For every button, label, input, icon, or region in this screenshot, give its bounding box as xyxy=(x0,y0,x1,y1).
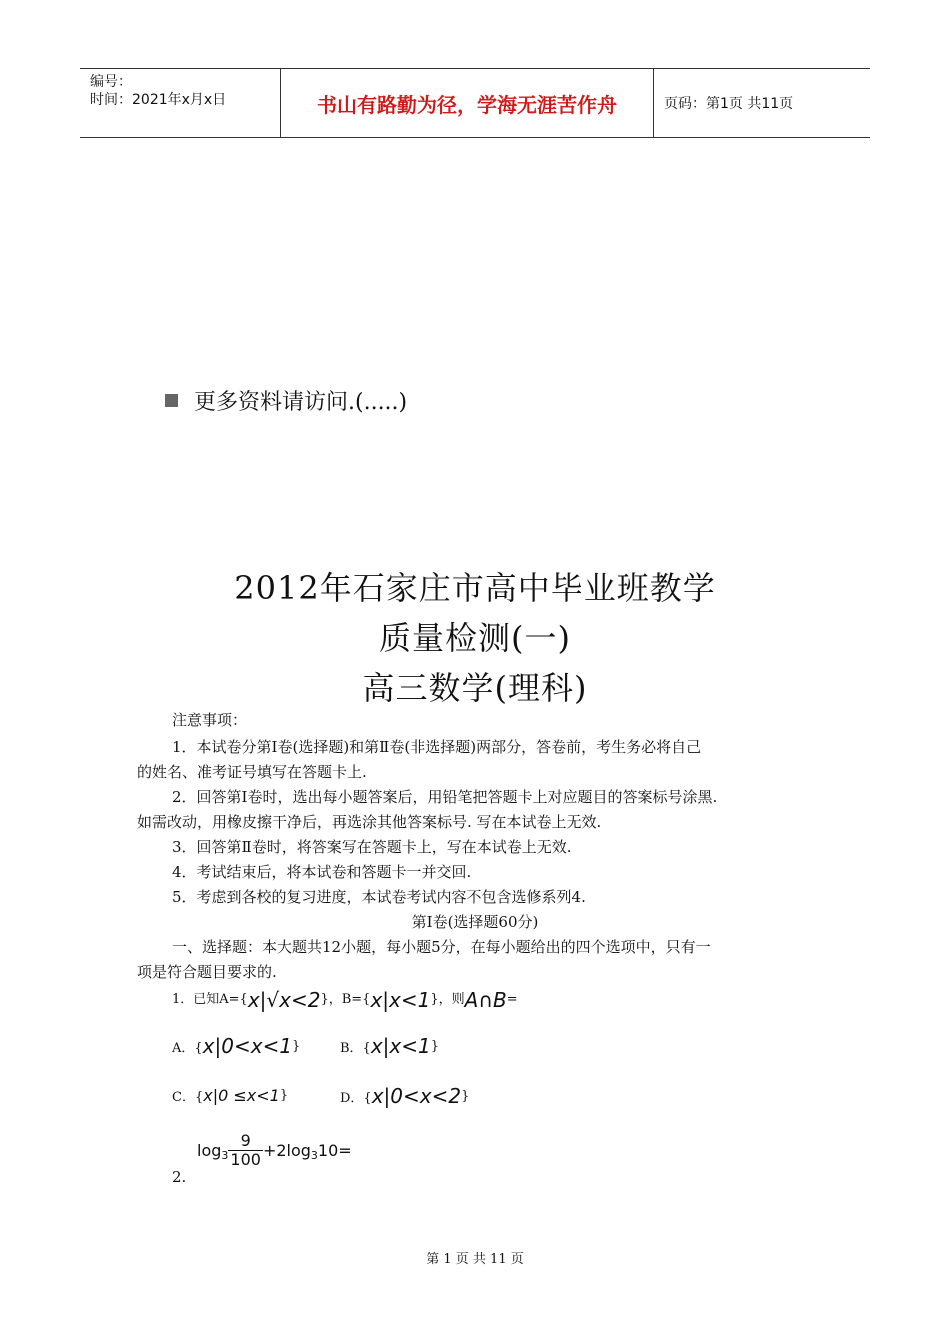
header-table xyxy=(80,68,870,138)
title-line-1: 2012年石家庄市高中毕业班教学 xyxy=(234,569,716,607)
title-line-3: 高三数学(理科) xyxy=(362,669,588,707)
q2-denominator: 100 xyxy=(230,1150,261,1169)
note-2a: 2．回答第Ⅰ卷时，选出每小题答案后，用铅笔把答题卡上对应题目的答案标号涂黑. xyxy=(172,788,718,806)
q1-set-b: x|x<1 xyxy=(370,988,431,1012)
option-c-close: } xyxy=(279,1088,289,1103)
header-meta-cell xyxy=(80,69,281,137)
header-motto: 书山有路勤为径，学海无涯苦作舟 xyxy=(281,69,654,137)
option-d-label: D．{ xyxy=(340,1090,372,1106)
option-c-label: C．{ xyxy=(172,1090,204,1105)
note-4: 4．考试结束后，将本试卷和答题卡一并交回. xyxy=(172,863,472,881)
section-intro-a: 一、选择题：本大题共12小题，每小题5分，在每小题给出的四个选项中，只有一 xyxy=(172,938,711,956)
question-2-expression xyxy=(197,1132,352,1169)
q2-plus-log: +2log xyxy=(262,1141,311,1160)
header-page-info: 页码：第1页 共11页 xyxy=(664,96,794,112)
option-b-value: x|x<1 xyxy=(370,1034,431,1058)
q1-suffix: }，则 xyxy=(430,992,465,1007)
option-c-value: x|0 ≤x<1 xyxy=(203,1086,280,1105)
q2-log-1: log xyxy=(197,1141,222,1160)
option-a-close: } xyxy=(292,1038,301,1054)
q1-mid: }，B={ xyxy=(320,992,371,1007)
option-d-value: x|0<x<2 xyxy=(371,1084,462,1108)
q1-set-a: x|√x<2 xyxy=(247,988,321,1012)
note-3: 3．回答第Ⅱ卷时，将答案写在答题卡上，写在本试卷上无效. xyxy=(172,838,572,856)
square-bullet-icon xyxy=(165,394,178,407)
notes-heading: 注意事项： xyxy=(172,711,248,729)
q1-expr: A∩B xyxy=(464,988,507,1012)
title-line-2: 质量检测(一) xyxy=(379,619,571,657)
option-b-close: } xyxy=(430,1038,440,1054)
section-intro-b: 项是符合题目要求的. xyxy=(137,963,277,981)
option-a-value: x|0<x<1 xyxy=(202,1034,293,1058)
q2-base-2: 3 xyxy=(310,1149,318,1162)
option-d xyxy=(340,1084,469,1108)
question-1 xyxy=(172,988,518,1012)
number-label: 编号： xyxy=(90,74,132,90)
q2-fraction xyxy=(228,1132,263,1169)
q2-tail: 10= xyxy=(317,1141,352,1160)
option-b xyxy=(340,1034,439,1058)
option-a-label: A．{ xyxy=(172,1040,203,1056)
q1-eq: = xyxy=(506,992,518,1007)
promo-text: 更多资料请访问.(.....) xyxy=(194,390,408,415)
option-c xyxy=(172,1086,288,1105)
option-b-label: B．{ xyxy=(340,1040,371,1056)
note-1a: 1．本试卷分第Ⅰ卷(选择题)和第Ⅱ卷(非选择题)两部分，答卷前，考生务必将自己 xyxy=(172,738,702,756)
option-a xyxy=(172,1034,300,1058)
note-2b: 如需改动，用橡皮擦干净后，再选涂其他答案标号. 写在本试卷上无效. xyxy=(137,813,602,831)
promo-line xyxy=(165,385,407,416)
time-label: 时间：2021年x月x日 xyxy=(90,92,227,108)
note-1b: 的姓名、准考证号填写在答题卡上. xyxy=(137,763,367,781)
option-d-close: } xyxy=(461,1088,470,1104)
page-footer: 第 1 页 共 11 页 xyxy=(426,1252,524,1267)
question-2-number: 2. xyxy=(172,1168,187,1186)
q1-prefix: 1．已知A={ xyxy=(172,992,248,1007)
q2-base-1: 3 xyxy=(221,1149,229,1162)
note-5: 5．考虑到各校的复习进度，本试卷考试内容不包含选修系列4. xyxy=(172,888,586,906)
section-title: 第Ⅰ卷(选择题60分) xyxy=(411,913,539,931)
q2-numerator: 9 xyxy=(240,1131,251,1150)
